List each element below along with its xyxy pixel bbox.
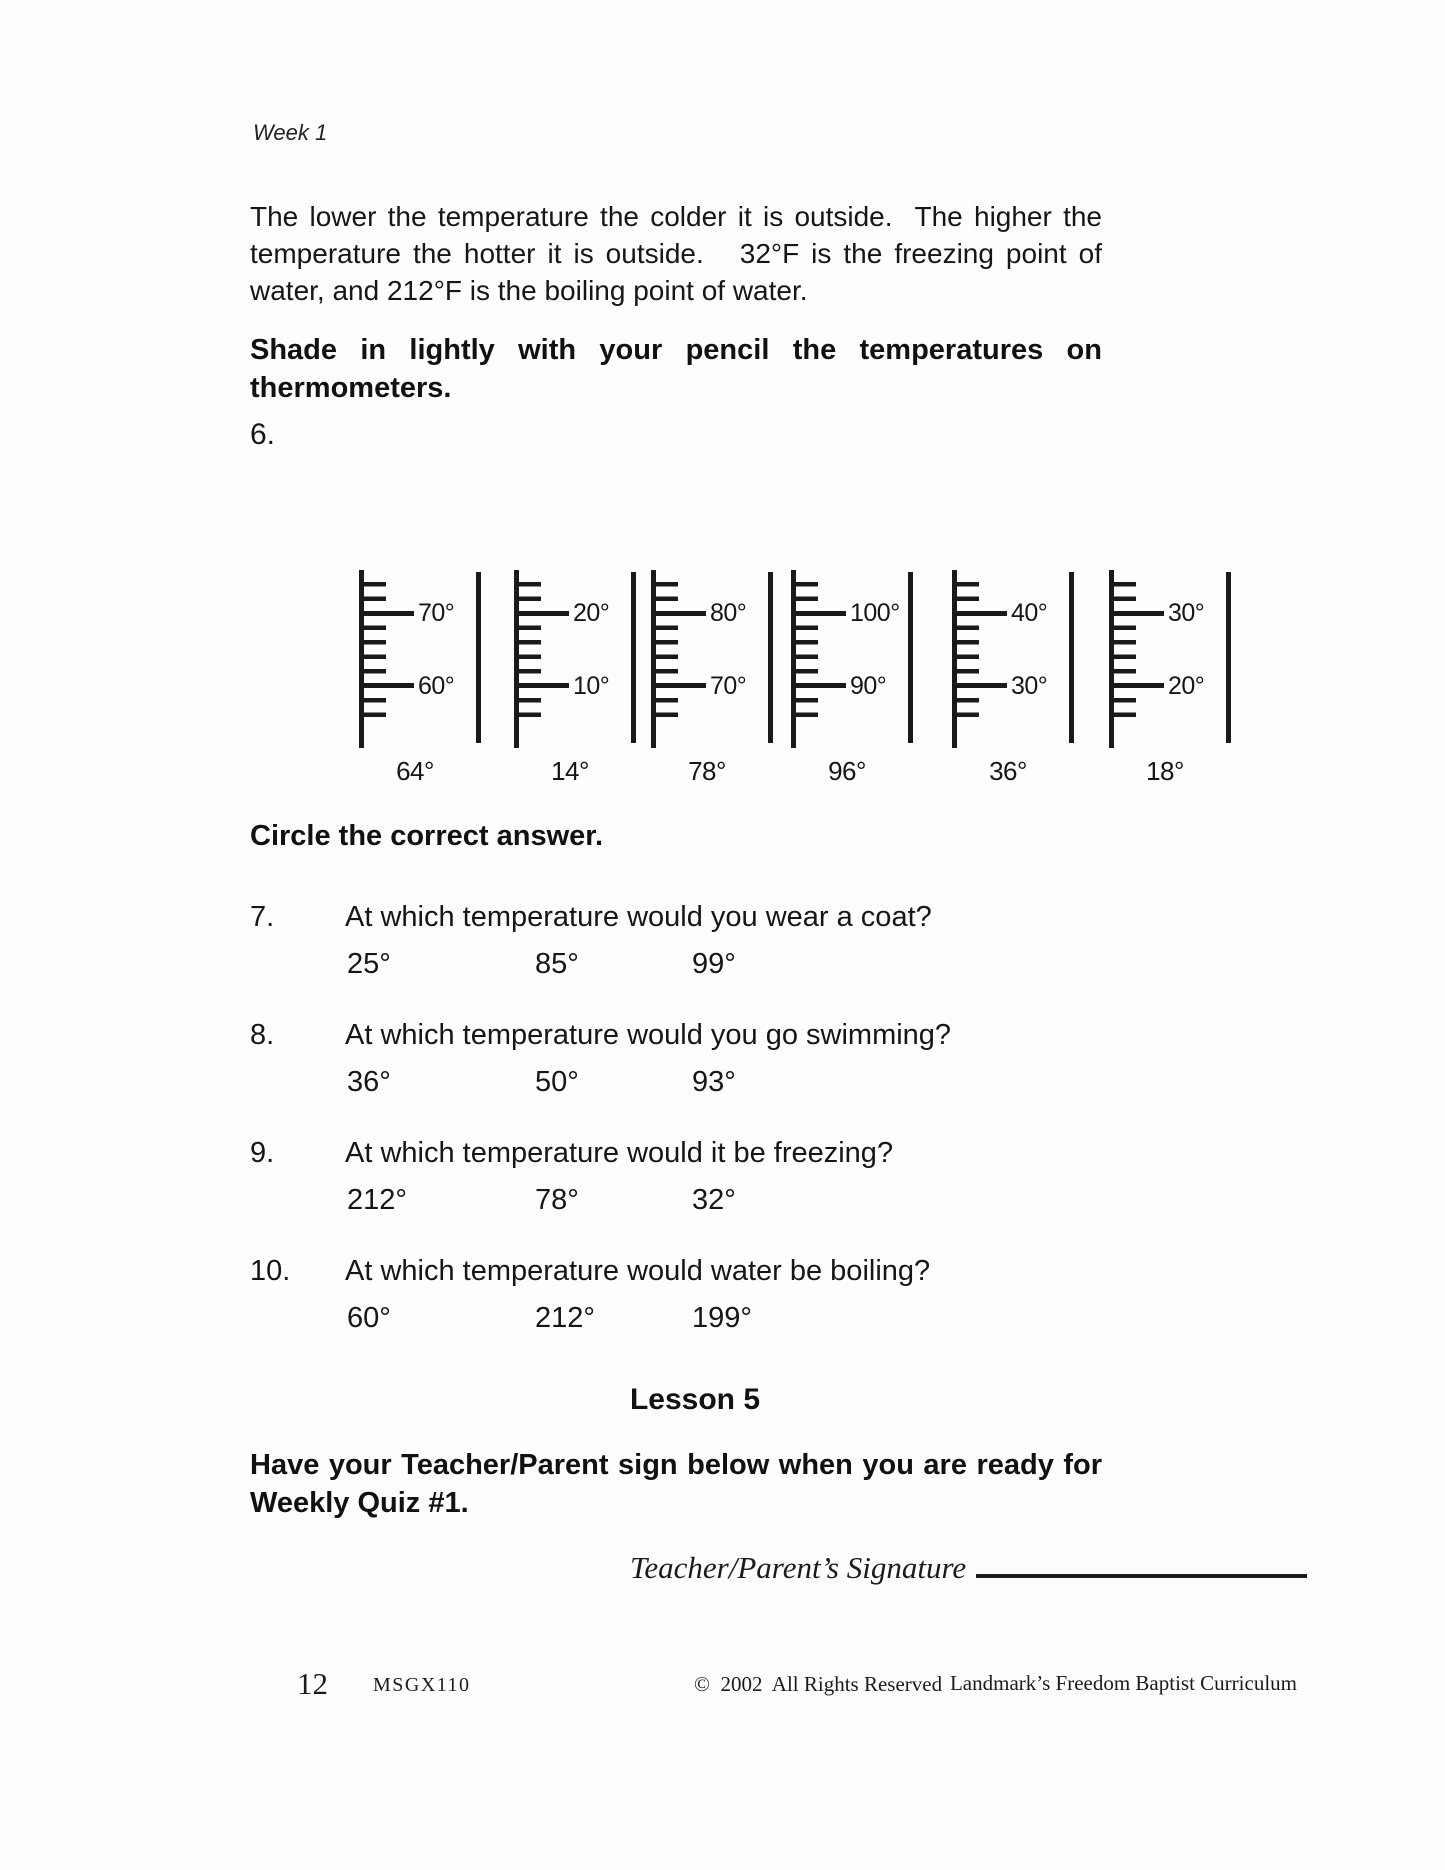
question-8	[0, 1019, 1445, 1109]
question-10	[0, 1255, 1445, 1345]
answer-choice: 25°	[347, 948, 391, 980]
answer-choice: 199°	[692, 1302, 752, 1334]
thermometer-value: 78°	[688, 756, 726, 786]
signature-blank-line	[976, 1570, 1307, 1578]
thermometer-tube-bar	[1069, 572, 1074, 743]
intro-paragraph: The lower the temperature the colder it is outside. The higher the temperature the hotter it is outside. 32°F is the freezing point of water, and 212°F is the boiling point of water.	[250, 201, 1110, 306]
thermometer-bottom-label: 70°	[710, 672, 747, 700]
thermometer-major-tick	[655, 683, 706, 688]
thermometer-value: 96°	[828, 756, 866, 786]
thermometer-tube-bar	[908, 572, 913, 743]
thermometer-bottom-label: 30°	[1011, 672, 1048, 700]
thermometer-minor-ticks	[795, 582, 818, 718]
answer-choice: 32°	[692, 1184, 736, 1216]
answer-choice: 93°	[692, 1066, 736, 1098]
answer-choice: 212°	[535, 1302, 595, 1334]
thermometer-value: 18°	[1146, 756, 1184, 786]
thermometer-tube-bar	[768, 572, 773, 743]
publisher-name: Landmark’s Freedom Baptist Curriculum	[949, 1671, 1297, 1695]
thermometer-major-tick	[795, 683, 846, 688]
question-number: 7.	[250, 901, 275, 933]
thermometer-minor-ticks	[363, 582, 386, 718]
question-9	[0, 1137, 1445, 1227]
answer-choice: 36°	[347, 1066, 391, 1098]
thermometer-value: 64°	[396, 756, 434, 786]
thermometer	[359, 570, 489, 785]
thermometer-major-tick	[363, 611, 414, 616]
shade-instruction-heading: Shade in lightly with your pencil the temperatures on thermometers.	[250, 334, 1102, 404]
question-text: At which temperature would you wear a coat?	[345, 901, 932, 933]
thermometer-top-label: 30°	[1168, 599, 1205, 627]
signature-label: Teacher/Parent’s Signature	[630, 1550, 967, 1585]
answer-choice: 85°	[535, 948, 579, 980]
thermometer-value: 36°	[989, 756, 1027, 786]
answer-choice: 78°	[535, 1184, 579, 1216]
question-text: At which temperature would you go swimming?	[345, 1019, 952, 1051]
question-7	[0, 901, 1445, 991]
curriculum-code: MSGX110	[373, 1674, 471, 1696]
week-label: Week 1	[253, 120, 328, 145]
thermometer	[791, 570, 921, 785]
answer-choice: 99°	[692, 948, 736, 980]
thermometer-value: 14°	[551, 756, 589, 786]
thermometer-minor-ticks	[956, 582, 979, 718]
thermometer-minor-ticks	[518, 582, 541, 718]
question-number: 8.	[250, 1019, 275, 1051]
thermometer-bottom-label: 20°	[1168, 672, 1205, 700]
thermometer-tube-bar	[476, 572, 481, 743]
thermometer-major-tick	[1113, 611, 1164, 616]
thermometer-bottom-label: 90°	[850, 672, 887, 700]
answer-choice: 212°	[347, 1184, 407, 1216]
signature-row	[630, 1550, 1307, 1586]
thermometer-top-label: 80°	[710, 599, 747, 627]
answer-choice: 50°	[535, 1066, 579, 1098]
thermometer-top-label: 100°	[850, 599, 900, 627]
thermometer-major-tick	[655, 611, 706, 616]
thermometer-tube-bar	[631, 572, 636, 743]
lesson-heading: Lesson 5	[629, 1383, 761, 1416]
thermometer-bottom-label: 10°	[573, 672, 610, 700]
thermometer-minor-ticks	[655, 582, 678, 718]
thermometer-bottom-label: 60°	[418, 672, 455, 700]
question-text: At which temperature would water be boiling?	[345, 1255, 931, 1287]
question-text: At which temperature would it be freezing?	[345, 1137, 894, 1169]
thermometer	[651, 570, 781, 785]
thermometer-major-tick	[363, 683, 414, 688]
thermometer-minor-ticks	[1113, 582, 1136, 718]
question-number: 9.	[250, 1137, 275, 1169]
thermometer-major-tick	[518, 683, 569, 688]
thermometer-top-label: 70°	[418, 599, 455, 627]
thermometer-top-label: 20°	[573, 599, 610, 627]
copyright-notice: © 2002 All Rights Reserved	[694, 1672, 943, 1696]
thermometer-major-tick	[956, 611, 1007, 616]
thermometer-figure	[0, 570, 1445, 785]
thermometer	[514, 570, 644, 785]
circle-instruction-heading: Circle the correct answer.	[250, 820, 603, 852]
thermometer-tube-bar	[1226, 572, 1231, 743]
sign-instruction-heading: Have your Teacher/Parent sign below when you are ready for Weekly Quiz #1.	[250, 1449, 1102, 1519]
thermometer-major-tick	[518, 611, 569, 616]
thermometer-major-tick	[795, 611, 846, 616]
thermometer-major-tick	[956, 683, 1007, 688]
thermometer	[1109, 570, 1239, 785]
thermometer	[952, 570, 1082, 785]
answer-choice: 60°	[347, 1302, 391, 1334]
question-number: 10.	[250, 1255, 291, 1287]
item-6-number: 6.	[250, 418, 276, 451]
thermometer-top-label: 40°	[1011, 599, 1048, 627]
thermometer-major-tick	[1113, 683, 1164, 688]
page-number: 12	[297, 1666, 328, 1701]
